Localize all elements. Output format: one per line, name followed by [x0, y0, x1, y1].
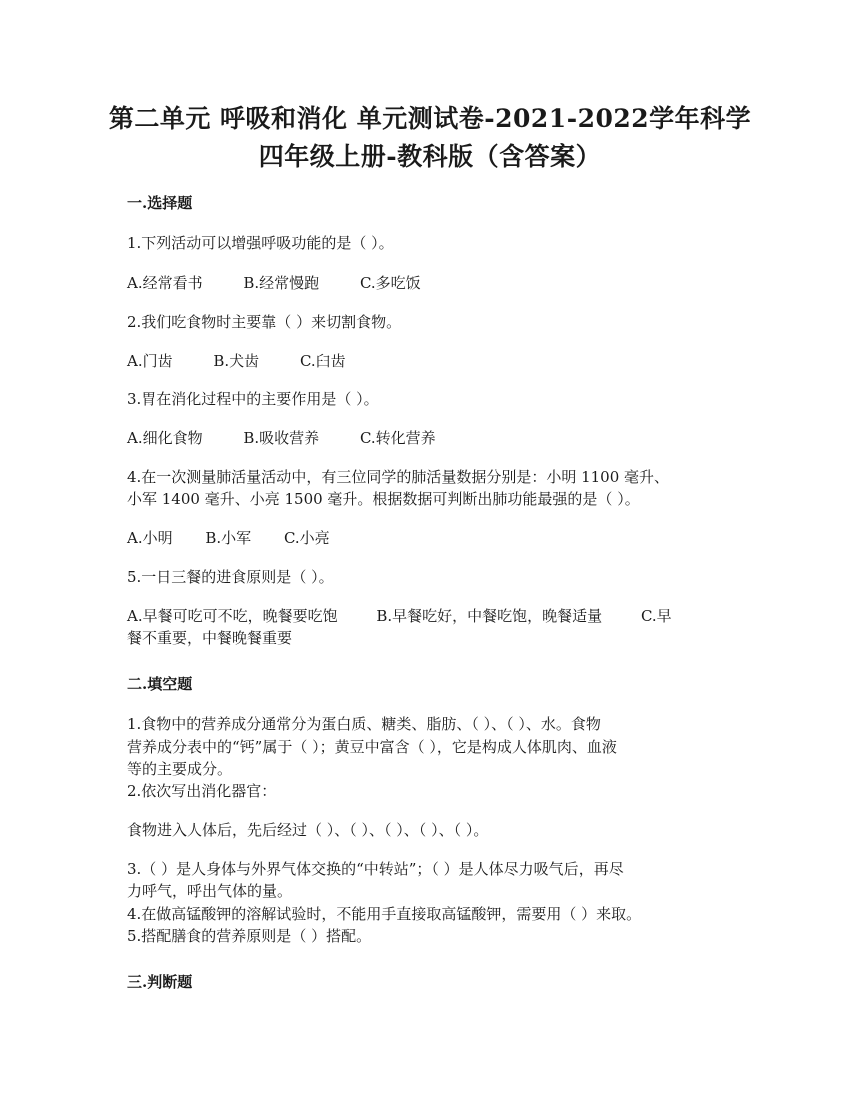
question-options-continued: 餐不重要，中餐晚餐重要: [127, 629, 293, 647]
fill-question-line: 5.搭配膳食的营养原则是（ ）搭配。: [127, 927, 372, 945]
fill-question-line: 食物进入人体后，先后经过（ ）、（ ）、（ ）、（ ）、（ ）。: [127, 821, 489, 839]
fill-question-line: 等的主要成分。: [127, 760, 233, 778]
section-heading-judge: 三.判断题: [127, 973, 193, 991]
question-text: 5.一日三餐的进食原则是（ ）。: [127, 568, 334, 586]
question-options: [127, 351, 737, 372]
option-b: B.经常慢跑: [243, 274, 320, 292]
option-c: C.早: [640, 607, 672, 625]
question-text: 3.胃在消化过程中的主要作用是（ ）。: [127, 390, 379, 408]
fill-question-line: 力呼气，呼出气体的量。: [127, 882, 293, 900]
option-a: A.早餐可吃可不吃，晚餐要吃饱: [127, 607, 338, 625]
fill-question-line: 营养成分表中的“钙”属于（ ）；黄豆中富含（ ），它是构成人体肌肉、血液: [127, 738, 617, 756]
option-b: B.犬齿: [213, 352, 260, 370]
question-options: [127, 528, 737, 549]
section-heading-fill: 二.填空题: [127, 675, 193, 693]
option-b: B.早餐吃好，中餐吃饱，晚餐适量: [376, 607, 603, 625]
question-text-line: 4.在一次测量肺活量活动中，有三位同学的肺活量数据分别是：小明 1100 毫升、: [127, 468, 670, 486]
option-a: A.小明: [127, 529, 173, 547]
fill-question-line: 2.依次写出消化器官：: [127, 782, 277, 800]
fill-question-line: 1.食物中的营养成分通常分为蛋白质、糖类、脂肪、（ ）、（ ）、水。食物: [127, 715, 601, 733]
option-a: A.细化食物: [127, 429, 203, 447]
option-c: C.多吃饭: [359, 274, 421, 292]
option-c: C.转化营养: [359, 429, 436, 447]
section-heading-choice: 一.选择题: [127, 194, 193, 212]
question-options: [127, 428, 737, 449]
option-a: A.经常看书: [127, 274, 203, 292]
fill-question-line: 4.在做高锰酸钾的溶解试验时，不能用手直接取高锰酸钾，需要用（ ）来取。: [127, 905, 642, 923]
option-a: A.门齿: [127, 352, 173, 370]
option-b: B.吸收营养: [243, 429, 320, 447]
option-b: B.小军: [205, 529, 252, 547]
option-c: C.小亮: [283, 529, 330, 547]
question-options: [127, 273, 737, 294]
option-c: C.臼齿: [299, 352, 346, 370]
question-text: 2.我们吃食物时主要靠（ ）来切割食物。: [127, 313, 402, 331]
title-line-1: 第二单元 呼吸和消化 单元测试卷-2021-2022学年科学: [108, 104, 752, 133]
title-line-2: 四年级上册-教科版（含答案）: [258, 142, 602, 171]
question-text-line: 小军 1400 毫升、小亮 1500 毫升。根据数据可判断出肺功能最强的是（ ）。: [127, 490, 640, 508]
question-text: 1.下列活动可以增强呼吸功能的是（ ）。: [127, 234, 394, 252]
question-options: [127, 606, 737, 627]
fill-question-line: 3.（ ）是人身体与外界气体交换的“中转站”；（ ）是人体尽力吸气后，再尽: [127, 860, 624, 878]
